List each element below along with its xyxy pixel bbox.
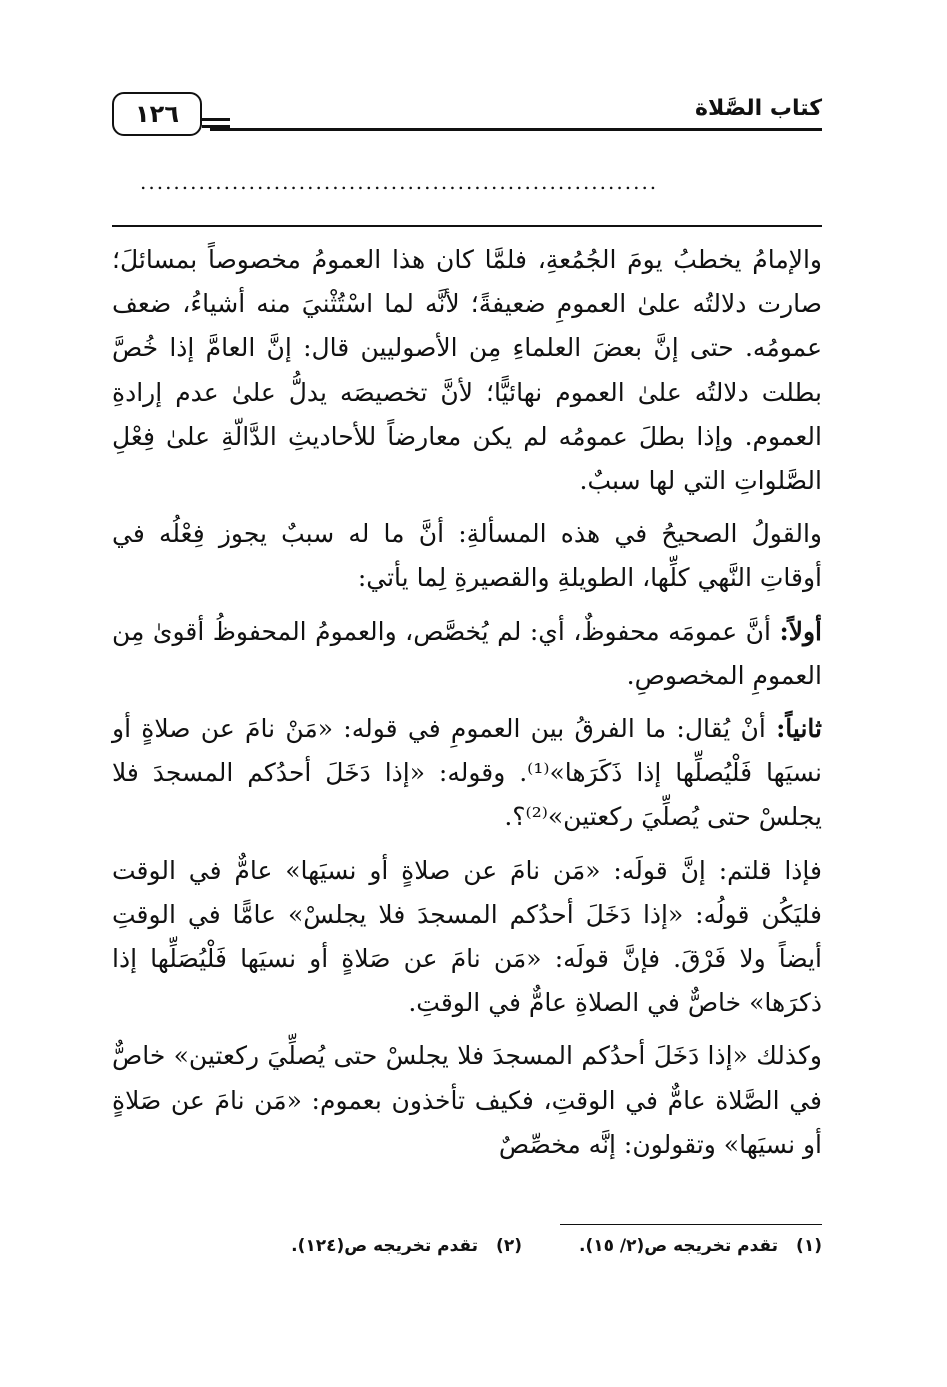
paragraph: وكذلك «إذا دَخَلَ أحدُكم المسجدَ فلا يجلسْ حتى يُصلِّيَ ركعتين» خاصٌّ في الصَّلاة عامٌّ في الوقتِ، فكيف تأخذون بعموم: «مَن نامَ عن صَلاةٍ أو نسيَها» وتقولون: إنَّه مخصِّصٌ <box>112 1041 822 1159</box>
footnote-number: (٢) <box>496 1236 522 1256</box>
page-number: ١٢٦ <box>112 92 202 136</box>
footnote-text: تقدم تخريجه ص(٢/ ١٥). <box>578 1236 779 1256</box>
footnote-rule <box>560 1224 822 1225</box>
dotted-separator: .............................................................. <box>140 170 659 194</box>
footnote-1 <box>579 1236 822 1256</box>
paragraph: أولاً: أنَّ عمومَه محفوظٌ، أي: لم يُخصَّص، والعمومُ المحفوظُ أقوىٰ مِن العمومِ المخصوصِ. <box>112 616 822 690</box>
lead-word: ثانياً: <box>776 714 822 744</box>
paragraph: ثانياً: أنْ يُقال: ما الفرقُ بين العمومِ في قوله: «مَنْ نامَ عن صلاةٍ أو نسيَها فَلْيُصلِّها إذا ذَكَرَها»⁽¹⁾. وقوله: «إذا دَخَلَ أحدُكم المسجدَ فلا يجلسْ حتى يُصلِّيَ ركعتين»⁽²⁾؟. <box>112 714 822 832</box>
book-title: كتاب الصَّلاة <box>695 96 822 121</box>
footnote-2 <box>291 1236 522 1256</box>
footnote-number: (١) <box>796 1236 822 1256</box>
paragraph: والقولُ الصحيحُ في هذه المسألةِ: أنَّ ما له سببٌ يجوز فِعْلُه في أوقاتِ النَّهي كلِّها، الطويلةِ والقصيرةِ لِما يأتي: <box>112 519 822 593</box>
main-text <box>112 238 822 1176</box>
footnotes <box>112 1236 822 1276</box>
lead-word: أولاً: <box>779 616 822 646</box>
footnote-text: تقدم تخريجه ص(١٢٤). <box>291 1236 479 1256</box>
paragraph: فإذا قلتم: إنَّ قولَه: «مَن نامَ عن صلاةٍ أو نسيَها» عامٌّ في الوقت فليَكُن قولُه: «إذا دَخَلَ أحدُكم المسجدَ فلا يجلسْ» عامًّا في الوقتِ أيضاً ولا فَرْقَ. فإنَّ قولَه: «مَن نامَ عن صَلاةٍ أو نسيَها فَلْيُصَلِّها إذا ذكرَها» خاصٌّ في الصلاةِ عامٌّ في الوقتِ. <box>112 855 822 1018</box>
separator-rule <box>112 225 822 227</box>
header-rule <box>210 128 822 131</box>
paragraph: والإمامُ يخطبُ يومَ الجُمُعةِ، فلمَّا كان هذا العمومُ مخصوصاً بمسائلَ؛ صارت دلالتُه علىٰ العمومِ ضعيفةً؛ لأنَّه لما اسْتُثْنيَ منه أشياءُ، ضعف عمومُه. حتى إنَّ بعضَ العلماءِ مِن الأصوليين قال: إنَّ العامَّ إذا خُصَّ بطلت دلالتُه علىٰ العموم نهائيًّا؛ لأنَّ تخصيصَه يدلُّ علىٰ عدم إرادةِ العموم. وإذا بطلَ عمومُه لم يكن معارضاً للأحاديثِ الدَّالّةِ علىٰ فِعْلِ الصَّلواتِ التي لها سببٌ. <box>112 245 822 496</box>
running-header <box>112 92 822 138</box>
